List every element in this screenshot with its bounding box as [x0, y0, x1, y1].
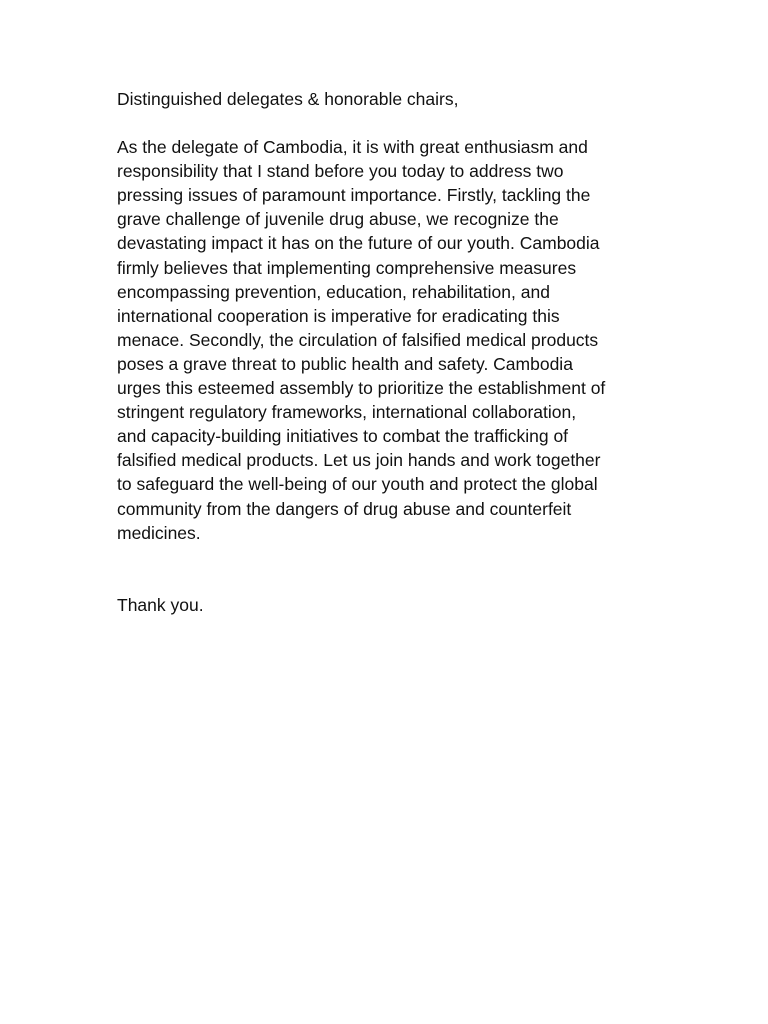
salutation: [117, 87, 657, 111]
body-line: urges this esteemed assembly to prioritize the establishment of: [117, 378, 606, 399]
body-line: community from the dangers of drug abuse and counterfeit: [117, 498, 572, 519]
document-page: [117, 87, 657, 617]
body-line: encompassing prevention, education, rehabilitation, and: [117, 281, 550, 302]
body-line: to safeguard the well-being of our youth and protect the global: [117, 474, 598, 495]
body-line: falsified medical products. Let us join hands and work together: [117, 450, 601, 471]
body-line: devastating impact it has on the future of our youth. Cambodia: [117, 233, 600, 254]
body-line: responsibility that I stand before you today to address two: [117, 161, 564, 182]
body-line: menace. Secondly, the circulation of falsified medical products: [117, 329, 599, 350]
body-line: As the delegate of Cambodia, it is with great enthusiasm and: [117, 137, 588, 158]
closing: [117, 593, 657, 617]
body-line: international cooperation is imperative for eradicating this: [117, 305, 560, 326]
body-line: firmly believes that implementing comprehensive measures: [117, 257, 577, 278]
body-line: stringent regulatory frameworks, international collaboration,: [117, 402, 577, 423]
salutation-text: Distinguished delegates & honorable chairs,: [117, 89, 459, 109]
body-line: and capacity-building initiatives to combat the trafficking of: [117, 426, 569, 447]
body-line: medicines.: [117, 522, 201, 543]
body-line: pressing issues of paramount importance. Firstly, tackling the: [117, 185, 591, 206]
body-line: grave challenge of juvenile drug abuse, we recognize the: [117, 209, 559, 230]
body-line: poses a grave threat to public health and safety. Cambodia: [117, 353, 573, 374]
body-paragraph: [117, 135, 657, 545]
closing-text: Thank you.: [117, 594, 204, 615]
